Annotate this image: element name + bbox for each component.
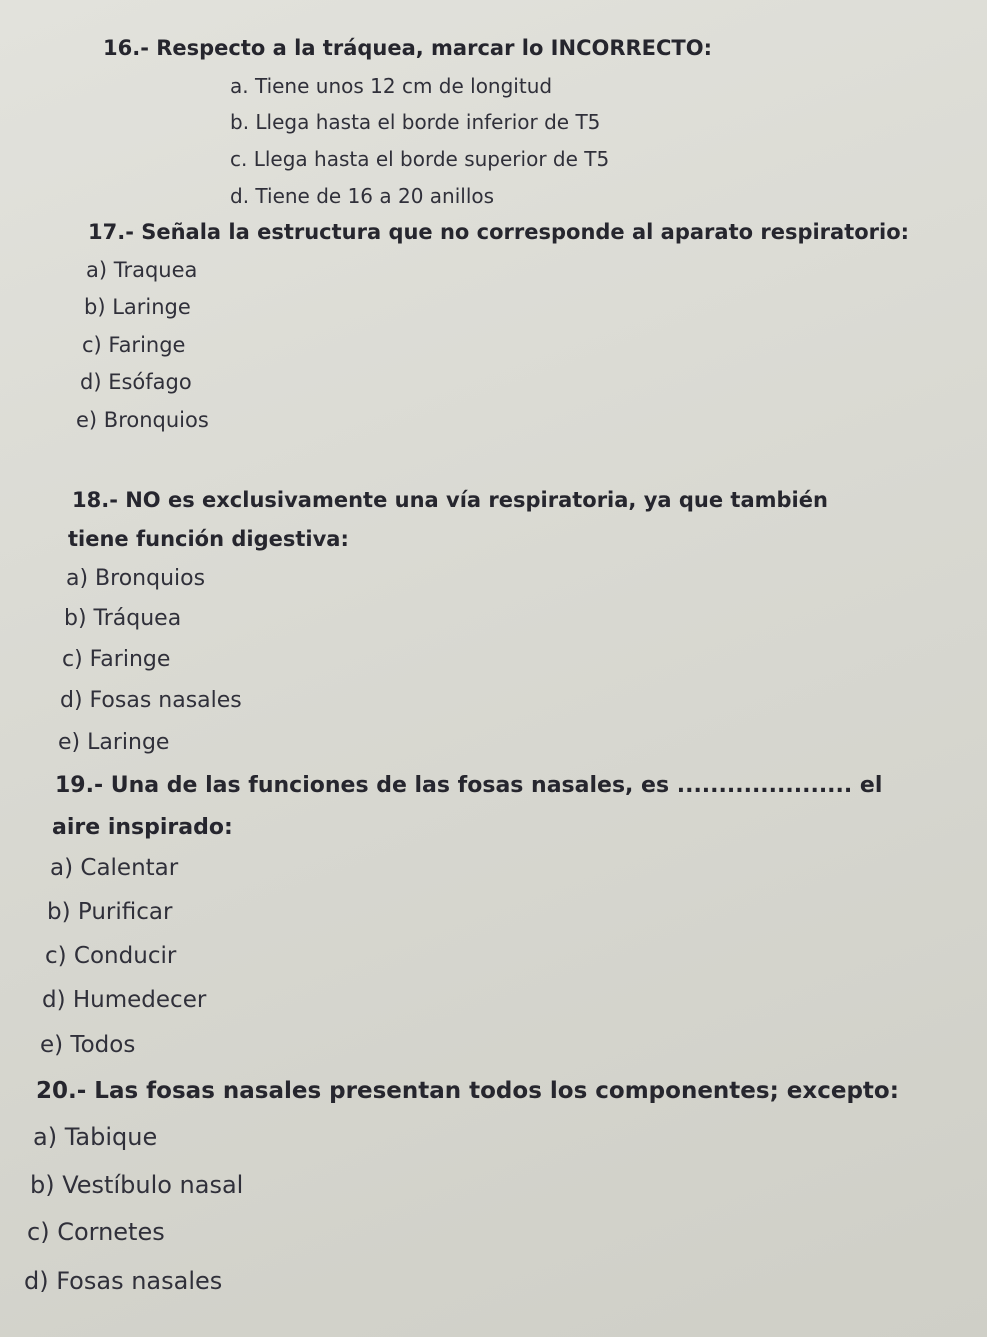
question-19-prompt-line-1: 19.- Una de las funciones de las fosas nasales, es ..................... el (55, 773, 883, 798)
question-16-prompt: 16.- Respecto a la tráquea, marcar lo INCORRECTO: (103, 36, 713, 60)
question-17-option-c: c) Faringe (82, 333, 186, 357)
question-16-option-b: b. Llega hasta el borde inferior de T5 (230, 110, 601, 134)
question-20-option-d: d) Fosas nasales (24, 1267, 223, 1295)
question-16-option-d: d. Tiene de 16 a 20 anillos (230, 184, 495, 208)
question-17-option-b: b) Laringe (84, 295, 191, 319)
question-17-prompt: 17.- Señala la estructura que no corresponde al aparato respiratorio: (88, 220, 910, 244)
question-16-option-a: a. Tiene unos 12 cm de longitud (230, 74, 553, 98)
question-19-option-b: b) Purificar (47, 899, 173, 925)
question-19-option-a: a) Calentar (50, 855, 179, 881)
question-18-option-d: d) Fosas nasales (60, 688, 242, 713)
question-18-option-c: c) Faringe (62, 647, 171, 672)
question-17-option-e: e) Bronquios (76, 408, 209, 432)
question-18-option-a: a) Bronquios (66, 566, 206, 591)
question-18-option-b: b) Tráquea (64, 606, 182, 631)
question-20-option-c: c) Cornetes (27, 1218, 165, 1246)
question-17-option-d: d) Esófago (80, 370, 192, 394)
question-18-option-e: e) Laringe (58, 730, 170, 755)
question-20-option-a: a) Tabique (33, 1123, 158, 1151)
question-17-option-a: a) Traquea (86, 258, 198, 282)
question-19-option-e: e) Todos (40, 1032, 136, 1058)
question-16-option-c: c. Llega hasta el borde superior de T5 (230, 147, 610, 171)
question-19-option-c: c) Conducir (45, 943, 177, 969)
question-20-option-b: b) Vestíbulo nasal (30, 1171, 244, 1199)
question-19-option-d: d) Humedecer (42, 987, 207, 1013)
question-20-prompt: 20.- Las fosas nasales presentan todos los componentes; excepto: (36, 1078, 899, 1104)
question-18-prompt-line-1: 18.- NO es exclusivamente una vía respiratoria, ya que también (72, 488, 828, 512)
question-19-prompt-line-2: aire inspirado: (52, 815, 233, 840)
question-18-prompt-line-2: tiene función digestiva: (68, 527, 349, 551)
